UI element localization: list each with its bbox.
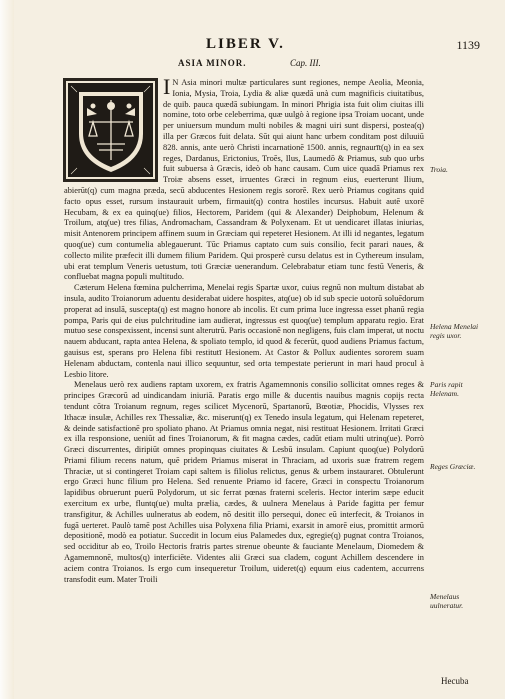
section-heading <box>178 58 478 72</box>
margin-note-reges: Reges Græciæ. <box>430 462 476 471</box>
main-text <box>64 74 424 668</box>
book-title: LIBER V. <box>206 36 285 52</box>
illustration-space <box>64 78 160 182</box>
page-number: 1139 <box>456 38 480 52</box>
running-header <box>150 36 480 56</box>
margin-note-paris: Paris rapit Helenam. <box>430 380 463 398</box>
catchword: Hecuba <box>441 676 469 686</box>
paragraph-2: Cæterum Helena fœmina pulcherrima, Menelai regis Spartæ uxor, cuius regnū non multum distabat ab insula, audito Troianorum aduentu desiderabat uidere hospites, atq(ue) ob id sub specie uotorū soluēdorum properat ad insulā, suscepta(q) est magno honore ab incolis. Et cum prima luce ingressa esset phanū regia pompa, Paris qui de eius pulchritudine iam audierat, ingressus est quoq(ue) templum apparatu regio. Erat mutuo sese conspexissent, incensi sunt alterutrū. Paris occasionē non negligens, fuis clam imperat, ut noctu nauem abducant, rapta antea Helena, & spoliato templo, id quod & fecerūt, quod audiens Priamus factum, gauisus est, sperans pro Helena fibi restitutī Hesionem. At Castor & Pollux audientes sororem suam Helenam abductam, contenla naui illico sequuntur, sed orta tempestate perierunt in mari haud procul à Lesbio litore. <box>64 283 424 379</box>
paragraph-1: IN Asia minori multæ particulares sunt regiones, nempe Aeolia, Meonia, Ionia, Mysia, Troia, Lydia & aliæ quædā unà cum magnificis ciuitatibus, de quib. pauca quædā subiungam. In minori Phrigia ista fuit olim ciuitas illi nomine, toto orbe celeberrima, quæ uulgò à regione ipsa Troiam uocant, unde per uniuersum mundum multi nobiles & magni uiri sunt dispersi, postea(q) illa per Græcos fuit delata. Sūt qui aiunt hanc urbem conditam post diluuiū 828. annis, ante uerò Christi incarnationē 1500. annis, regnaurīt(q) in ea sex reges, Dardanus, Erictonius, Troēs, Ilus, Laumedō & Priamus, sub quo urbs fuit subuersa à Græcis, ideò ob hanc causam. Cum uice quadā Priamus rex Troiæ absens esset, irruentes Græci in regnum eius, euerterunt Ilium, abierūt(q) cum magna præda, secū abducentes Hesionem regis sororē. Rex uerò Priamus cogitans quid facto opus esset, rursum instaurauit urbem, firmauit(q) contra hostiles incursus. Habuit autē uxorē Hecubam, & ex ea quinq(ue) filios, Hectorem, Paridem (qui & Alexander) Deiphobum, Helenum & Troilum, atq(ue) tres filias, Andromacham, Cassandram & Polyxenam. Et ut uendicaret illatas iniurias, misit Antenorem principem affinem suum in Græciam qui repeteret Hesionem. At illi id negantes, legatum quoq(ue) cum contumelia ablegauerunt. Tūc Priamus captato cum suis consilio, fecit parari naues, & collecto milite præfecit illi dumem filium Paridem. Qui prosperè cursu delatus est in Cythereum insulam, ubi erat templum Veneris uetustum, toti Græciæ uenerandum. Celebrabatur etiam tunc festū Veneris, & confluebat magna populi multitudo. <box>64 74 424 282</box>
margin-note-helena: Helena Menelai regis uxor. <box>430 322 479 340</box>
section-title: ASIA MINOR. <box>178 58 247 68</box>
margin-note-troia: Troia. <box>430 165 448 174</box>
paragraph-3: Menelaus uerò rex audiens raptam uxorem, ex fratris Agamemnonis consilio sollicitat omnes reges & principes Græcorū ad uindicandam iniuriā. Paratis ergo mille & ducentis nauibus magnis copijs recta tendunt cōtra Troianum regnum, reges scilicet Mycenorū, Spartanorū, Bœotiæ, Phocidis, Vlysses rex Ithacæ insulæ, Achilles rex Thessaliæ, &c. miserunt(q) ex Tenedo insula legatum, qui Helenam repeteret, & deinde satisfactionē pro spoliato phano. At Priamus omnia negat, nisi restituat Hesionem. Irritati Græci ex illa responsione, ueniūt ad fines Troianorum, & fit magna cædes, cadūt etiam multi utrinq(ue). Porrò Græci discurrentes, diripiūt omnes propinquas ciuitates & Lesbū insulam. Capiunt quoq(ue) Polydorū Priami filium recens natum, quē pridem Priamus miserat in Thraciam, ad uxoris suæ fratrem regem Thraciæ, ut si contingeret Troiam capi saltem is filiolus relictus, genus & urbem instauraret. Obtulerunt ergo Græci hunc filium pro Helena. Sed renuente Priamo id facere, Græci in conspectu Troianorum lapidibus obruerunt puerū Polydorum, ut sic ferrat pœnas fraterni sceleris. Hector interim sæpe educit exercitum ex urbe, fluntq(ue) multa prælia, cædes, & uulnera Menelaus à Paride fagitta per femur transfigitur, & Achilles uulneratus ab eodem, nō desitit illo persequi, donec eū interfecit, & Troianos in fugā uerteret. Paulò tamē post Achilles uisa Polyxena filia Priami, exarsit in amorē eius, promittit armorū depositionē, modò ea potiatur. Succedit in locum eius Palamedes dux, egregie(q) pugnat contra Troianos, sed occiditur ab eo, Troilo Hectoris fratris partes strenue obeunte & fauciante Menelaum, Diomedem & Agamemnonē, multos(q) interficiēte. Videntes alii Græci sua cladem, cogunt Achillem descendere in aciem contra Troianos. Is ergo cum insequeretur Troilum, uideret(q) equum eius cadentem, accurrens transfodit eum. Mater Troili <box>64 380 424 584</box>
margin-note-menelaus: Menelaus uulneratur. <box>430 592 464 610</box>
chapter-label: Cap. III. <box>290 58 321 68</box>
